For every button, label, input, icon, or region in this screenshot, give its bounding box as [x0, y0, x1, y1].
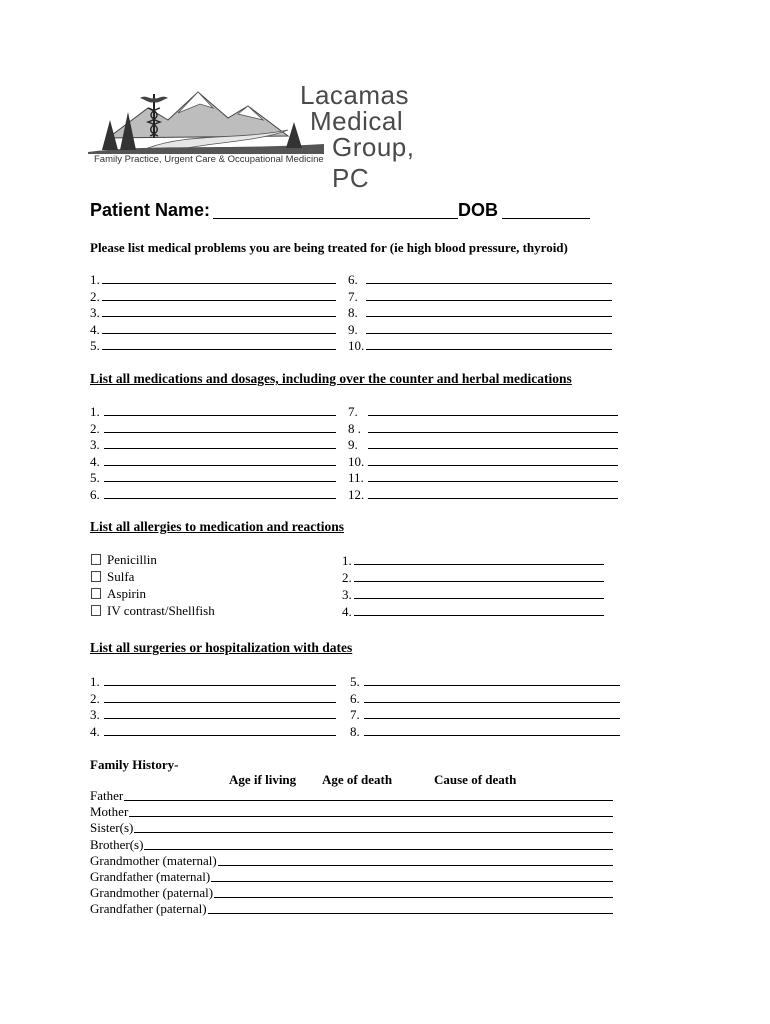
line-number: 9. [348, 321, 358, 337]
numbered-line[interactable] [348, 436, 618, 452]
line-number: 8. [350, 723, 360, 739]
numbered-line[interactable] [342, 552, 604, 568]
blank-line[interactable] [368, 486, 618, 499]
line-number: 2. [90, 288, 100, 304]
line-number: 4. [90, 453, 100, 469]
column-age-if-living: Age if living [229, 772, 297, 787]
line-number: 5. [350, 674, 360, 689]
family-history-row[interactable] [90, 820, 618, 836]
numbered-line[interactable] [90, 321, 336, 337]
blank-line[interactable] [102, 321, 336, 334]
numbered-line[interactable] [350, 723, 620, 739]
numbered-line[interactable] [90, 690, 336, 706]
line-number: 7. [348, 404, 358, 419]
allergy-label: Penicillin [107, 552, 157, 567]
line-number: 4. [90, 321, 100, 337]
blank-line[interactable] [134, 832, 613, 833]
logo-line-3: Group, PC [332, 132, 415, 193]
numbered-line[interactable] [348, 321, 612, 337]
line-number: 11. [348, 470, 364, 485]
blank-line[interactable] [354, 603, 604, 616]
clinic-logo [88, 78, 448, 193]
blank-line[interactable] [144, 849, 613, 850]
line-number: 1. [342, 553, 352, 568]
line-number: 9. [348, 437, 358, 452]
numbered-line[interactable] [90, 486, 336, 502]
numbered-line[interactable] [342, 569, 604, 585]
surgeries-heading: List all surgeries or hospitalization with dates [90, 640, 353, 655]
family-history-row[interactable] [90, 788, 618, 804]
blank-line[interactable] [354, 552, 604, 565]
line-number: 12. [348, 486, 365, 502]
numbered-line[interactable] [348, 469, 618, 485]
line-number: 8 . [348, 420, 361, 436]
blank-line[interactable] [104, 690, 336, 703]
blank-line[interactable] [104, 486, 336, 499]
blank-line[interactable] [104, 706, 336, 719]
patient-name-field[interactable] [213, 218, 458, 219]
line-number: 1. [90, 674, 100, 689]
line-number: 8. [348, 305, 358, 320]
problems-instruction: Please list medical problems you are being treated for (ie high blood pressure, thyroid) [90, 240, 568, 255]
numbered-line[interactable] [90, 673, 336, 689]
blank-line[interactable] [102, 337, 336, 350]
allergy-label: IV contrast/Shellfish [107, 603, 215, 618]
numbered-line[interactable] [348, 486, 618, 502]
line-number: 7. [348, 288, 358, 304]
allergy-check-item[interactable] [91, 586, 146, 602]
relative-label: Father [90, 788, 124, 803]
line-number: 6. [350, 690, 360, 706]
line-number: 1. [90, 404, 100, 419]
dob-label: DOB [458, 200, 498, 220]
blank-line[interactable] [366, 321, 612, 334]
blank-line[interactable] [368, 420, 618, 433]
blank-line[interactable] [129, 816, 613, 817]
line-number: 5. [90, 470, 100, 485]
blank-line[interactable] [104, 453, 336, 466]
numbered-line[interactable] [348, 271, 612, 287]
checkbox-icon[interactable] [91, 605, 101, 616]
line-number: 5. [90, 338, 100, 353]
blank-line[interactable] [368, 403, 618, 416]
numbered-line[interactable] [350, 706, 620, 722]
line-number: 6. [348, 272, 358, 287]
column-age-of-death: Age of death [322, 772, 393, 787]
numbered-line[interactable] [342, 586, 604, 602]
relative-label: Mother [90, 804, 129, 820]
blank-line[interactable] [366, 271, 612, 284]
numbered-line[interactable] [348, 453, 618, 469]
blank-line[interactable] [124, 800, 613, 801]
allergy-label: Sulfa [107, 569, 135, 584]
numbered-line[interactable] [350, 690, 620, 706]
line-number: 6. [90, 486, 100, 502]
dob-field[interactable] [502, 218, 590, 219]
line-number: 4. [90, 723, 100, 739]
numbered-line[interactable] [90, 403, 336, 419]
blank-line[interactable] [364, 706, 620, 719]
line-number: 10. [348, 338, 365, 353]
logo-tagline: Family Practice, Urgent Care & Occupational Medicine [94, 154, 324, 165]
blank-line[interactable] [104, 673, 336, 686]
numbered-line[interactable] [90, 304, 336, 320]
line-number: 3. [90, 707, 100, 722]
line-number: 10. [348, 453, 365, 469]
numbered-line[interactable] [348, 304, 612, 320]
relative-label: Grandmother (maternal) [90, 852, 217, 868]
allergy-check-item[interactable] [91, 569, 134, 585]
blank-line[interactable] [104, 469, 336, 482]
blank-line[interactable] [104, 420, 336, 433]
allergies-heading: List all allergies to medication and reactions [90, 519, 344, 534]
allergy-check-item[interactable] [91, 603, 215, 619]
numbered-line[interactable] [90, 271, 336, 287]
line-number: 3. [90, 305, 100, 320]
blank-line[interactable] [211, 881, 613, 882]
blank-line[interactable] [102, 288, 336, 301]
blank-line[interactable] [354, 586, 604, 599]
family-history-row[interactable] [90, 885, 618, 901]
numbered-line[interactable] [90, 453, 336, 469]
line-number: 4. [342, 604, 352, 619]
line-number: 3. [90, 437, 100, 452]
checkbox-icon[interactable] [91, 588, 101, 599]
logo-line-2: Medical [310, 106, 404, 136]
family-history-row[interactable] [90, 901, 618, 917]
numbered-line[interactable] [90, 469, 336, 485]
relative-label: Grandmother (paternal) [90, 885, 214, 901]
blank-line[interactable] [208, 913, 613, 914]
family-history-row[interactable] [90, 837, 618, 853]
family-history-row[interactable] [90, 869, 618, 885]
numbered-line[interactable] [350, 673, 620, 689]
blank-line[interactable] [214, 897, 613, 898]
numbered-line[interactable] [90, 436, 336, 452]
numbered-line[interactable] [348, 420, 618, 436]
blank-line[interactable] [364, 723, 620, 736]
medications-heading: List all medications and dosages, including over the counter and herbal medications [90, 371, 572, 386]
numbered-line[interactable] [90, 288, 336, 304]
relative-label: Grandfather (maternal) [90, 869, 211, 884]
family-history-row[interactable] [90, 804, 618, 820]
line-number: 2. [90, 420, 100, 436]
line-number: 2. [342, 570, 352, 585]
numbered-line[interactable] [348, 337, 612, 353]
numbered-line[interactable] [348, 403, 618, 419]
blank-line[interactable] [364, 690, 620, 703]
blank-line[interactable] [354, 569, 604, 582]
line-number: 3. [342, 587, 352, 602]
relative-label: Brother(s) [90, 836, 144, 852]
relative-label: Grandfather (paternal) [90, 901, 207, 917]
column-cause-of-death: Cause of death [434, 772, 517, 787]
checkbox-icon[interactable] [91, 554, 101, 565]
allergy-label: Aspirin [107, 586, 146, 601]
blank-line[interactable] [366, 337, 612, 350]
blank-line[interactable] [368, 436, 618, 449]
numbered-line[interactable] [342, 603, 604, 619]
patient-name-label: Patient Name: [90, 200, 211, 220]
blank-line[interactable] [368, 453, 618, 466]
blank-line[interactable] [366, 304, 612, 317]
blank-line[interactable] [366, 288, 612, 301]
blank-line[interactable] [364, 673, 620, 686]
numbered-line[interactable] [90, 723, 336, 739]
blank-line[interactable] [102, 271, 336, 284]
blank-line[interactable] [104, 403, 336, 416]
numbered-line[interactable] [348, 288, 612, 304]
blank-line[interactable] [104, 436, 336, 449]
numbered-line[interactable] [90, 337, 336, 353]
blank-line[interactable] [218, 865, 613, 866]
relative-label: Sister(s) [90, 820, 134, 836]
line-number: 2. [90, 690, 100, 706]
numbered-line[interactable] [90, 706, 336, 722]
checkbox-icon[interactable] [91, 571, 101, 582]
family-history-row[interactable] [90, 853, 618, 869]
line-number: 7. [350, 707, 360, 722]
blank-line[interactable] [368, 469, 618, 482]
family-history-title: Family History- [90, 757, 179, 772]
line-number: 1. [90, 272, 100, 287]
numbered-line[interactable] [90, 420, 336, 436]
blank-line[interactable] [104, 723, 336, 736]
allergy-check-item[interactable] [91, 552, 157, 568]
logo-line-1: Lacamas [300, 80, 409, 110]
blank-line[interactable] [102, 304, 336, 317]
